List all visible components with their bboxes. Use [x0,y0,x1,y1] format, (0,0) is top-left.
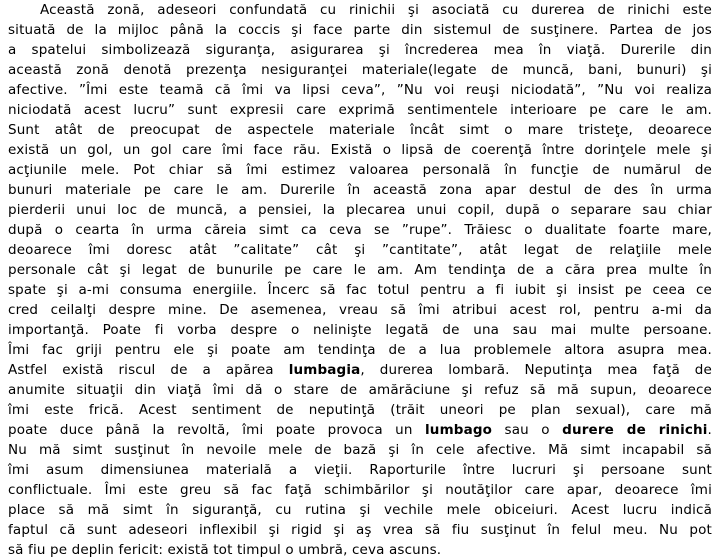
text-segment: anumite situaţii din viaţă îmi dă o stare de amărăciune şi refuz să mă supun, deoarece [8,382,712,398]
bold-term: durere de rinichi [562,422,708,438]
text-segment: poate duce până la revoltă, îmi poate provoca un [8,422,426,438]
text-segment: sau o [492,422,563,438]
text-segment: acţiunile mele. Pot chiar să îmi estimez valoarea personală în funcţie de numărul de [8,162,712,178]
text-segment: pierderii unui loc de muncă, a pensiei, la plecarea unui copil, după o separare sau chiar [8,202,712,218]
text-line [8,20,712,40]
text-line [8,460,712,480]
text-line [8,300,712,320]
text-segment: . [707,422,712,438]
text-segment: , durerea lombară. Neputinţa mea faţă de [360,362,712,378]
text-line [8,80,712,100]
document-page [8,0,712,558]
bold-term: lumbagia [288,362,361,378]
text-line [8,60,712,80]
text-line [8,200,712,220]
text-segment: Astfel există riscul de a apărea [8,362,289,378]
text-segment: conflictuale. Îmi este greu să fac faţă schimbărilor şi noutăţilor care apar, deoarece îmi [8,482,712,498]
text-segment: îmi este frică. Acest sentiment de neputinţă (trăit uneori pe plan sexual), care mă [8,402,712,418]
text-line [8,520,712,540]
text-line [8,360,712,380]
text-segment: după o cearta în urma căreia simt ca ceva se ”rupe”. Trăiesc o dualitate foarte mare, [8,222,712,238]
text-line [8,540,712,560]
text-line [8,340,712,360]
text-segment: Sunt atât de preocupat de aspectele materiale încât simt o mare tristeţe, deoarece [8,122,712,138]
text-segment: deoarece îmi doresc atât ”calitate” cât şi ”cantitate”, atât legat de relaţiile mele [8,242,712,258]
text-line [8,260,712,280]
text-segment: situată de la mijloc până la coccis şi face parte din sistemul de susţinere. Partea de jos [8,22,712,38]
text-segment: bunuri materiale pe care le am. Durerile în această zona apar destul de des în urma [8,182,712,198]
text-segment: spate şi a-mi consuma energiile. Încerc să fac totul pentru a fi iubit şi insist pe ceea ce [8,282,712,298]
text-line [8,280,712,300]
text-line [8,100,712,120]
text-line [8,40,712,60]
text-segment: această zonă denotă prezenţa nesiguranţei materiale(legate de muncă, bani, bunuri) şi [8,62,712,78]
text-segment: există un gol, un gol care îmi face rău. Există o lipsă de coerenţă între dorinţele mele şi [8,142,712,158]
text-segment: Nu mă simt susţinut în nevoile mele de bază şi în cele afective. Mă simt incapabil să [8,442,712,458]
text-line [8,440,712,460]
text-segment: niciodată acest lucru” sunt expresii care exprimă sentimentele interioare pe care le am. [8,102,712,118]
text-segment: cred ceilalţi despre mine. De asemenea, vreau să îmi atribui acest rol, pentru a-mi da [8,302,712,318]
text-segment: să fiu pe deplin fericit: există tot timpul o umbră, ceva ascuns. [8,542,442,558]
text-segment: faptul că sunt adeseori inflexibil şi rigid şi aş vrea să fiu susţinut în felul meu. Nu pot [8,522,712,538]
text-segment: Îmi fac griji pentru ele şi poate am tendinţa de a lua problemele altora asupra mea. [8,342,712,358]
text-segment: a spatelui simbolizează siguranţa, asigurarea şi încrederea mea în viaţă. Durerile din [8,42,712,58]
bold-term: lumbago [425,422,493,438]
text-line [8,420,712,440]
text-segment: personale cât şi legat de bunurile pe care le am. Am tendinţa de a căra prea multe în [8,262,712,278]
text-line [8,320,712,340]
text-segment: importanţă. Poate fi vorba despre o nelinişte legată de una sau mai multe persoane. [8,322,712,338]
text-line [8,240,712,260]
text-segment: afective. ”Îmi este teamă că îmi va lipsi ceva”, ”Nu voi reuşi niciodată”, ”Nu voi realiza [8,82,712,98]
text-line [8,220,712,240]
text-line [8,140,712,160]
text-segment: îmi asum dimensiunea materială a vieţii. Raporturile între lucruri şi persoane sunt [8,462,712,478]
body-text [8,0,712,560]
text-line [8,180,712,200]
text-line [8,120,712,140]
text-line [8,160,712,180]
text-line [8,380,712,400]
text-line [8,480,712,500]
text-segment: place să mă simt în siguranţă, cu rutina şi vechile mele obiceiuri. Acest lucru indică [8,502,712,518]
text-line [8,0,712,20]
text-segment: Această zonă, adeseori confundată cu rinichii şi asociată cu durerea de rinichi este [40,2,712,18]
text-line [8,500,712,520]
text-line [8,400,712,420]
